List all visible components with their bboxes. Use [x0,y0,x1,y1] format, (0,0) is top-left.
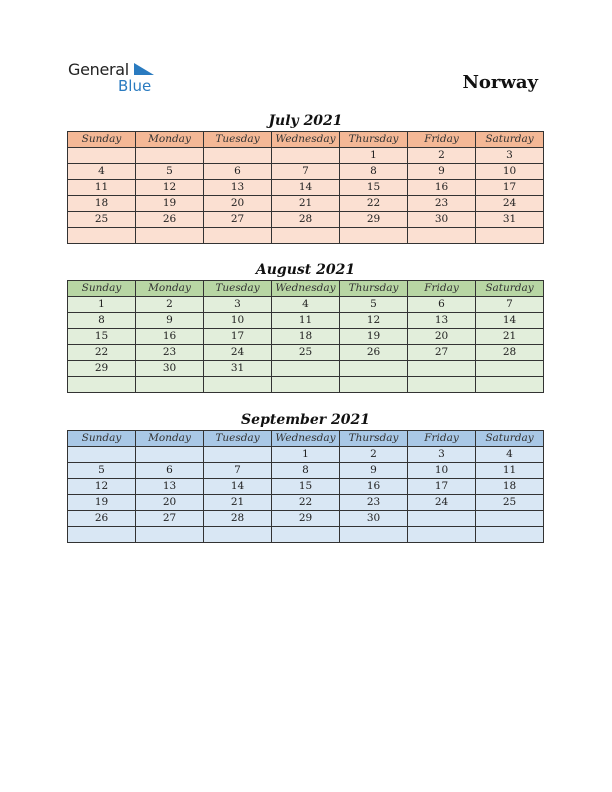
day-cell: 15 [68,329,136,345]
day-cell: 21 [272,196,340,212]
weekday-header-row [68,132,544,148]
day-cell: 27 [204,212,272,228]
day-cell: 13 [136,479,204,495]
day-cell: 18 [68,196,136,212]
day-cell: 19 [136,196,204,212]
day-cell: 4 [476,447,544,463]
day-cell: 20 [408,329,476,345]
day-cell [408,527,476,543]
day-cell: 19 [68,495,136,511]
day-cell: 22 [68,345,136,361]
weekday-header-monday: Monday [136,431,204,447]
calendar-grid [67,280,544,393]
day-cell: 12 [68,479,136,495]
calendar-grid [67,131,544,244]
week-row [68,377,544,393]
day-cell [408,228,476,244]
brand-blue-text: Blue [118,77,152,95]
weekday-header-row [68,281,544,297]
day-cell: 6 [204,164,272,180]
day-cell [476,361,544,377]
day-cell: 28 [204,511,272,527]
day-cell: 26 [68,511,136,527]
day-cell [204,377,272,393]
day-cell [204,527,272,543]
brand-triangle-icon [134,63,154,75]
day-cell: 3 [408,447,476,463]
day-cell: 30 [136,361,204,377]
day-cell [136,527,204,543]
day-cell [340,527,408,543]
day-cell: 8 [272,463,340,479]
day-cell: 14 [272,180,340,196]
week-row [68,479,544,495]
day-cell: 22 [340,196,408,212]
day-cell [476,527,544,543]
day-cell [272,148,340,164]
week-row [68,164,544,180]
day-cell [340,377,408,393]
week-row [68,329,544,345]
day-cell: 14 [204,479,272,495]
day-cell: 11 [272,313,340,329]
weekday-header-thursday: Thursday [340,281,408,297]
day-cell: 4 [68,164,136,180]
day-cell [476,228,544,244]
day-cell: 29 [68,361,136,377]
day-cell: 1 [68,297,136,313]
weekday-header-friday: Friday [408,431,476,447]
brand-logo [68,60,178,96]
day-cell: 16 [340,479,408,495]
day-cell: 9 [136,313,204,329]
day-cell [68,148,136,164]
day-cell: 13 [204,180,272,196]
weekday-header-monday: Monday [136,132,204,148]
day-cell: 10 [408,463,476,479]
day-cell: 5 [340,297,408,313]
day-cell: 20 [136,495,204,511]
day-cell: 24 [204,345,272,361]
day-cell: 18 [272,329,340,345]
day-cell: 24 [476,196,544,212]
weekday-header-saturday: Saturday [476,431,544,447]
day-cell: 21 [476,329,544,345]
weekday-header-thursday: Thursday [340,132,408,148]
day-cell: 1 [340,148,408,164]
brand-general-text: General [68,60,129,79]
day-cell: 2 [408,148,476,164]
day-cell [340,361,408,377]
month-title: August 2021 [255,262,356,278]
weekday-header-friday: Friday [408,132,476,148]
country-title: Norway [462,72,538,93]
day-cell: 17 [408,479,476,495]
day-cell: 3 [204,297,272,313]
day-cell: 31 [204,361,272,377]
weekday-header-tuesday: Tuesday [204,281,272,297]
day-cell: 12 [136,180,204,196]
week-row [68,228,544,244]
day-cell: 17 [204,329,272,345]
day-cell: 14 [476,313,544,329]
day-cell: 27 [408,345,476,361]
day-cell: 7 [204,463,272,479]
month-august [67,261,544,393]
day-cell: 17 [476,180,544,196]
weekday-header-sunday: Sunday [68,431,136,447]
day-cell [136,148,204,164]
weekday-header-wednesday: Wednesday [272,132,340,148]
day-cell: 2 [136,297,204,313]
day-cell [204,228,272,244]
day-cell: 15 [340,180,408,196]
day-cell: 7 [476,297,544,313]
day-cell: 7 [272,164,340,180]
day-cell [476,511,544,527]
day-cell: 8 [68,313,136,329]
day-cell: 16 [408,180,476,196]
weekday-header-row [68,431,544,447]
week-row [68,361,544,377]
day-cell: 18 [476,479,544,495]
week-row [68,313,544,329]
day-cell [68,447,136,463]
day-cell: 6 [408,297,476,313]
day-cell: 21 [204,495,272,511]
day-cell: 24 [408,495,476,511]
day-cell: 28 [272,212,340,228]
week-row [68,447,544,463]
day-cell: 9 [340,463,408,479]
day-cell: 4 [272,297,340,313]
day-cell: 26 [340,345,408,361]
day-cell [136,228,204,244]
month-title: July 2021 [268,113,343,129]
day-cell: 31 [476,212,544,228]
week-row [68,345,544,361]
weekday-header-sunday: Sunday [68,281,136,297]
day-cell: 5 [68,463,136,479]
day-cell [68,527,136,543]
day-cell: 2 [340,447,408,463]
week-row [68,212,544,228]
day-cell [136,377,204,393]
day-cell: 3 [476,148,544,164]
day-cell [408,361,476,377]
weekday-header-saturday: Saturday [476,281,544,297]
day-cell [68,377,136,393]
day-cell: 25 [68,212,136,228]
day-cell: 22 [272,495,340,511]
weekday-header-friday: Friday [408,281,476,297]
day-cell: 23 [408,196,476,212]
day-cell: 29 [340,212,408,228]
day-cell: 16 [136,329,204,345]
day-cell: 10 [204,313,272,329]
week-row [68,495,544,511]
week-row [68,196,544,212]
day-cell [204,148,272,164]
day-cell: 25 [272,345,340,361]
weekday-header-thursday: Thursday [340,431,408,447]
month-september [67,411,544,543]
day-cell: 11 [68,180,136,196]
week-row [68,180,544,196]
day-cell [476,377,544,393]
weekday-header-wednesday: Wednesday [272,281,340,297]
day-cell: 28 [476,345,544,361]
weekday-header-tuesday: Tuesday [204,431,272,447]
day-cell: 6 [136,463,204,479]
day-cell: 8 [340,164,408,180]
week-row [68,527,544,543]
calendar-grid [67,430,544,543]
week-row [68,511,544,527]
day-cell: 30 [340,511,408,527]
day-cell [340,228,408,244]
day-cell [272,527,340,543]
day-cell: 9 [408,164,476,180]
day-cell: 11 [476,463,544,479]
day-cell: 27 [136,511,204,527]
weekday-header-monday: Monday [136,281,204,297]
week-row [68,297,544,313]
day-cell [136,447,204,463]
day-cell [272,377,340,393]
day-cell [408,377,476,393]
weekday-header-sunday: Sunday [68,132,136,148]
day-cell [272,361,340,377]
day-cell: 23 [136,345,204,361]
day-cell: 13 [408,313,476,329]
day-cell: 19 [340,329,408,345]
day-cell [408,511,476,527]
day-cell: 5 [136,164,204,180]
day-cell: 12 [340,313,408,329]
month-title: September 2021 [241,412,370,428]
day-cell: 15 [272,479,340,495]
day-cell [272,228,340,244]
day-cell: 26 [136,212,204,228]
month-july [67,112,544,244]
day-cell: 25 [476,495,544,511]
week-row [68,148,544,164]
day-cell: 20 [204,196,272,212]
weekday-header-wednesday: Wednesday [272,431,340,447]
day-cell [204,447,272,463]
day-cell: 29 [272,511,340,527]
day-cell: 1 [272,447,340,463]
weekday-header-tuesday: Tuesday [204,132,272,148]
week-row [68,463,544,479]
day-cell: 23 [340,495,408,511]
weekday-header-saturday: Saturday [476,132,544,148]
day-cell: 30 [408,212,476,228]
day-cell [68,228,136,244]
day-cell: 10 [476,164,544,180]
